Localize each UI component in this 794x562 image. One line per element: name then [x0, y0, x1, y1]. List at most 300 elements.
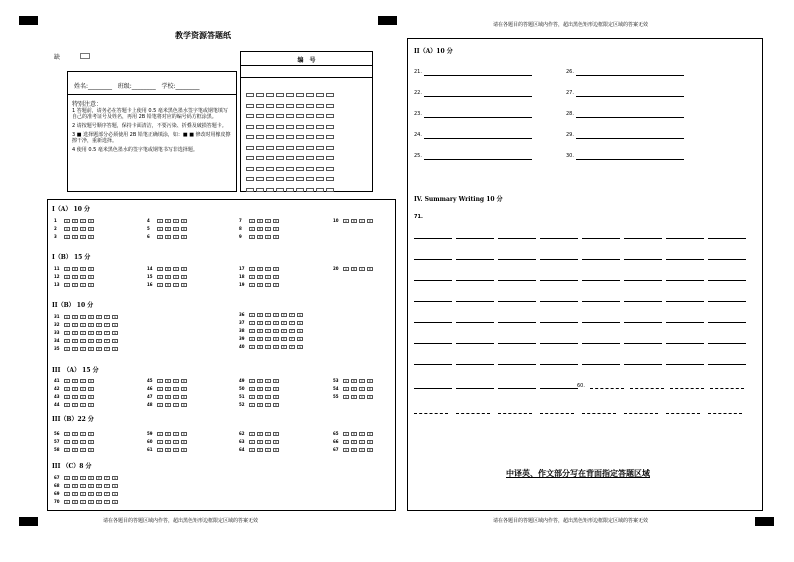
- answer-bubble-c[interactable]: C: [266, 387, 270, 391]
- writing-line[interactable]: [624, 322, 662, 323]
- answer-bubble-d[interactable]: D: [274, 440, 278, 444]
- answer-bubble-c[interactable]: C: [81, 227, 85, 231]
- answer-bubble-c[interactable]: C: [266, 403, 270, 407]
- writing-line[interactable]: [498, 259, 536, 260]
- answer-bubble-c[interactable]: C: [81, 403, 85, 407]
- answer-bubble-g[interactable]: G: [113, 339, 117, 343]
- answer-bubble-f[interactable]: F: [104, 500, 110, 504]
- answer-bubble-d[interactable]: D: [182, 387, 186, 391]
- writing-line[interactable]: [498, 238, 536, 239]
- answer-bubble-b[interactable]: B: [258, 235, 262, 239]
- answer-bubble-c[interactable]: C: [174, 387, 178, 391]
- answer-bubble-e[interactable]: E: [96, 492, 102, 496]
- answer-bubble-b[interactable]: B: [166, 403, 170, 407]
- answer-bubble-a[interactable]: A: [65, 395, 69, 399]
- answer-bubble-a[interactable]: A: [65, 339, 69, 343]
- answer-bubble-d[interactable]: D: [89, 315, 93, 319]
- answer-bubble-a[interactable]: A: [250, 275, 254, 279]
- writing-line[interactable]: [666, 364, 704, 365]
- answer-bubble-f[interactable]: F: [104, 339, 110, 343]
- answer-blank-line[interactable]: [424, 159, 532, 160]
- answer-bubble-c[interactable]: C: [81, 492, 85, 496]
- answer-bubble-b[interactable]: B: [166, 395, 170, 399]
- answer-bubble-f[interactable]: F: [289, 329, 295, 333]
- answer-bubble-b[interactable]: B: [73, 315, 77, 319]
- writing-line[interactable]: [666, 259, 704, 260]
- answer-bubble-d[interactable]: D: [89, 379, 93, 383]
- answer-bubble-e[interactable]: E: [96, 315, 102, 319]
- answer-bubble-d[interactable]: D: [368, 432, 372, 436]
- answer-bubble-c[interactable]: C: [174, 395, 178, 399]
- answer-bubble-a[interactable]: A: [344, 379, 348, 383]
- answer-bubble-d[interactable]: D: [89, 484, 93, 488]
- answer-bubble-b[interactable]: B: [258, 321, 262, 325]
- answer-bubble-d[interactable]: D: [182, 267, 186, 271]
- answer-bubble-b[interactable]: B: [352, 379, 356, 383]
- answer-bubble-b[interactable]: B: [73, 387, 77, 391]
- answer-bubble-d[interactable]: D: [89, 227, 93, 231]
- answer-bubble-b[interactable]: B: [73, 267, 77, 271]
- answer-bubble-d[interactable]: D: [182, 219, 186, 223]
- answer-bubble-f[interactable]: F: [104, 492, 110, 496]
- answer-bubble-c[interactable]: C: [81, 331, 85, 335]
- writing-line[interactable]: [414, 388, 452, 389]
- answer-bubble-d[interactable]: D: [182, 432, 186, 436]
- answer-bubble-b[interactable]: B: [166, 275, 170, 279]
- writing-line[interactable]: [708, 343, 746, 344]
- writing-line[interactable]: [624, 343, 662, 344]
- writing-line[interactable]: [414, 364, 452, 365]
- answer-bubble-a[interactable]: A: [65, 403, 69, 407]
- answer-bubble-a[interactable]: A: [65, 323, 69, 327]
- answer-bubble-e[interactable]: E: [96, 500, 102, 504]
- answer-bubble-d[interactable]: D: [89, 331, 93, 335]
- answer-bubble-a[interactable]: A: [65, 219, 69, 223]
- answer-bubble-e[interactable]: E: [96, 484, 102, 488]
- answer-bubble-d[interactable]: D: [274, 267, 278, 271]
- writing-line[interactable]: [708, 322, 746, 323]
- answer-bubble-a[interactable]: A: [65, 227, 69, 231]
- answer-bubble-d[interactable]: D: [274, 283, 278, 287]
- answer-bubble-b[interactable]: B: [258, 403, 262, 407]
- writing-line[interactable]: [624, 301, 662, 302]
- answer-bubble-d[interactable]: D: [182, 227, 186, 231]
- answer-bubble-e[interactable]: E: [281, 329, 287, 333]
- answer-bubble-c[interactable]: C: [360, 440, 364, 444]
- writing-line[interactable]: [666, 322, 704, 323]
- writing-line[interactable]: [456, 364, 494, 365]
- answer-bubble-d[interactable]: D: [89, 476, 93, 480]
- answer-bubble-c[interactable]: C: [81, 395, 85, 399]
- answer-bubble-c[interactable]: C: [266, 345, 270, 349]
- writing-line[interactable]: [540, 259, 578, 260]
- answer-bubble-d[interactable]: D: [89, 267, 93, 271]
- answer-blank-line[interactable]: [576, 117, 684, 118]
- answer-bubble-g[interactable]: G: [113, 323, 117, 327]
- writing-line[interactable]: [498, 322, 536, 323]
- answer-bubble-b[interactable]: B: [352, 448, 356, 452]
- answer-bubble-a[interactable]: A: [158, 235, 162, 239]
- answer-bubble-d[interactable]: D: [274, 227, 278, 231]
- answer-bubble-a[interactable]: A: [250, 329, 254, 333]
- id-digit-cell[interactable]: [316, 188, 324, 192]
- answer-bubble-c[interactable]: C: [81, 219, 85, 223]
- answer-bubble-e[interactable]: E: [281, 313, 287, 317]
- answer-bubble-d[interactable]: D: [89, 283, 93, 287]
- answer-bubble-b[interactable]: B: [73, 403, 77, 407]
- answer-bubble-b[interactable]: B: [258, 337, 262, 341]
- answer-bubble-b[interactable]: B: [166, 267, 170, 271]
- answer-bubble-a[interactable]: A: [65, 492, 69, 496]
- answer-bubble-b[interactable]: B: [73, 492, 77, 496]
- answer-bubble-a[interactable]: A: [65, 500, 69, 504]
- id-digit-cell[interactable]: [256, 188, 264, 192]
- answer-bubble-b[interactable]: B: [166, 387, 170, 391]
- answer-bubble-a[interactable]: A: [158, 395, 162, 399]
- answer-blank-line[interactable]: [424, 96, 532, 97]
- answer-bubble-b[interactable]: B: [73, 275, 77, 279]
- answer-bubble-d[interactable]: D: [89, 339, 93, 343]
- answer-bubble-a[interactable]: A: [344, 395, 348, 399]
- answer-bubble-g[interactable]: G: [298, 313, 302, 317]
- writing-line[interactable]: [582, 322, 620, 323]
- writing-line[interactable]: [666, 280, 704, 281]
- writing-line[interactable]: [498, 343, 536, 344]
- answer-bubble-c[interactable]: C: [266, 321, 270, 325]
- answer-bubble-b[interactable]: B: [73, 432, 77, 436]
- writing-line[interactable]: [540, 322, 578, 323]
- answer-bubble-c[interactable]: C: [266, 313, 270, 317]
- answer-bubble-g[interactable]: G: [298, 329, 302, 333]
- answer-bubble-c[interactable]: C: [360, 395, 364, 399]
- answer-bubble-d[interactable]: D: [274, 275, 278, 279]
- answer-bubble-a[interactable]: A: [158, 219, 162, 223]
- answer-bubble-a[interactable]: A: [65, 347, 69, 351]
- answer-bubble-b[interactable]: B: [73, 440, 77, 444]
- answer-bubble-e[interactable]: E: [96, 347, 102, 351]
- answer-bubble-b[interactable]: B: [73, 448, 77, 452]
- answer-bubble-b[interactable]: B: [352, 440, 356, 444]
- answer-bubble-a[interactable]: A: [65, 387, 69, 391]
- id-digit-cell[interactable]: [286, 188, 294, 192]
- writing-line[interactable]: [708, 364, 746, 365]
- answer-bubble-d[interactable]: D: [89, 403, 93, 407]
- answer-bubble-g[interactable]: G: [113, 492, 117, 496]
- answer-bubble-c[interactable]: C: [360, 219, 364, 223]
- writing-line[interactable]: [498, 388, 536, 389]
- answer-bubble-d[interactable]: D: [368, 387, 372, 391]
- answer-bubble-f[interactable]: F: [289, 321, 295, 325]
- answer-bubble-c[interactable]: C: [174, 403, 178, 407]
- answer-bubble-c[interactable]: C: [266, 432, 270, 436]
- answer-bubble-f[interactable]: F: [104, 323, 110, 327]
- answer-bubble-d[interactable]: D: [274, 432, 278, 436]
- answer-bubble-a[interactable]: A: [65, 379, 69, 383]
- answer-bubble-c[interactable]: C: [81, 440, 85, 444]
- answer-bubble-d[interactable]: D: [274, 448, 278, 452]
- id-digit-cell[interactable]: [306, 188, 314, 192]
- writing-line[interactable]: [582, 364, 620, 365]
- answer-bubble-c[interactable]: C: [266, 275, 270, 279]
- writing-line[interactable]: [624, 238, 662, 239]
- answer-bubble-c[interactable]: C: [266, 337, 270, 341]
- answer-blank-line[interactable]: [576, 96, 684, 97]
- answer-bubble-c[interactable]: C: [81, 432, 85, 436]
- answer-bubble-g[interactable]: G: [113, 484, 117, 488]
- answer-bubble-b[interactable]: B: [166, 432, 170, 436]
- writing-line[interactable]: [708, 238, 746, 239]
- answer-bubble-f[interactable]: F: [289, 313, 295, 317]
- answer-bubble-c[interactable]: C: [81, 283, 85, 287]
- answer-bubble-e[interactable]: E: [281, 337, 287, 341]
- writing-line[interactable]: [498, 301, 536, 302]
- answer-bubble-a[interactable]: A: [344, 387, 348, 391]
- answer-bubble-f[interactable]: F: [289, 337, 295, 341]
- writing-line[interactable]: [414, 259, 452, 260]
- answer-bubble-e[interactable]: E: [281, 321, 287, 325]
- answer-bubble-b[interactable]: B: [73, 476, 77, 480]
- answer-bubble-g[interactable]: G: [113, 500, 117, 504]
- answer-bubble-d[interactable]: D: [182, 275, 186, 279]
- answer-bubble-c[interactable]: C: [360, 448, 364, 452]
- writing-line[interactable]: [582, 259, 620, 260]
- answer-bubble-c[interactable]: C: [81, 267, 85, 271]
- answer-bubble-b[interactable]: B: [352, 267, 356, 271]
- answer-bubble-b[interactable]: B: [352, 432, 356, 436]
- answer-bubble-a[interactable]: A: [158, 275, 162, 279]
- answer-bubble-a[interactable]: A: [250, 235, 254, 239]
- answer-bubble-b[interactable]: B: [352, 395, 356, 399]
- answer-bubble-d[interactable]: D: [89, 387, 93, 391]
- answer-bubble-d[interactable]: D: [182, 403, 186, 407]
- answer-bubble-c[interactable]: C: [81, 235, 85, 239]
- answer-bubble-c[interactable]: C: [174, 235, 178, 239]
- answer-bubble-c[interactable]: C: [81, 339, 85, 343]
- writing-line-dashed[interactable]: [666, 413, 700, 414]
- answer-bubble-d[interactable]: D: [274, 235, 278, 239]
- answer-bubble-g[interactable]: G: [298, 337, 302, 341]
- writing-line-dashed[interactable]: [708, 413, 742, 414]
- writing-line[interactable]: [540, 238, 578, 239]
- answer-blank-line[interactable]: [576, 138, 684, 139]
- answer-bubble-d[interactable]: D: [368, 219, 372, 223]
- answer-bubble-a[interactable]: A: [250, 345, 254, 349]
- answer-bubble-a[interactable]: A: [158, 403, 162, 407]
- answer-bubble-b[interactable]: B: [166, 379, 170, 383]
- answer-bubble-a[interactable]: A: [250, 448, 254, 452]
- id-digit-cell[interactable]: [296, 188, 304, 192]
- answer-bubble-c[interactable]: C: [174, 440, 178, 444]
- answer-bubble-d[interactable]: D: [89, 500, 93, 504]
- answer-bubble-g[interactable]: G: [113, 331, 117, 335]
- answer-blank-line[interactable]: [424, 117, 532, 118]
- answer-bubble-c[interactable]: C: [266, 235, 270, 239]
- answer-bubble-a[interactable]: A: [65, 476, 69, 480]
- answer-bubble-b[interactable]: B: [258, 440, 262, 444]
- writing-line[interactable]: [582, 238, 620, 239]
- writing-line-dashed[interactable]: [670, 388, 704, 389]
- answer-bubble-d[interactable]: D: [89, 432, 93, 436]
- answer-bubble-c[interactable]: C: [174, 448, 178, 452]
- answer-bubble-c[interactable]: C: [266, 283, 270, 287]
- answer-bubble-a[interactable]: A: [250, 227, 254, 231]
- answer-bubble-d[interactable]: D: [89, 323, 93, 327]
- answer-bubble-a[interactable]: A: [158, 227, 162, 231]
- answer-bubble-b[interactable]: B: [258, 345, 262, 349]
- answer-bubble-c[interactable]: C: [81, 323, 85, 327]
- writing-line[interactable]: [456, 301, 494, 302]
- answer-bubble-b[interactable]: B: [258, 379, 262, 383]
- answer-bubble-c[interactable]: C: [81, 275, 85, 279]
- answer-bubble-g[interactable]: G: [113, 347, 117, 351]
- answer-bubble-b[interactable]: B: [352, 387, 356, 391]
- answer-bubble-c[interactable]: C: [174, 219, 178, 223]
- answer-bubble-b[interactable]: B: [166, 448, 170, 452]
- answer-blank-line[interactable]: [424, 75, 532, 76]
- answer-bubble-a[interactable]: A: [158, 432, 162, 436]
- answer-bubble-c[interactable]: C: [266, 219, 270, 223]
- answer-bubble-c[interactable]: C: [81, 500, 85, 504]
- absent-checkbox[interactable]: [80, 53, 90, 59]
- answer-bubble-c[interactable]: C: [81, 347, 85, 351]
- answer-bubble-a[interactable]: A: [344, 432, 348, 436]
- answer-bubble-a[interactable]: A: [344, 440, 348, 444]
- answer-bubble-a[interactable]: A: [158, 283, 162, 287]
- answer-bubble-a[interactable]: A: [250, 283, 254, 287]
- answer-bubble-c[interactable]: C: [81, 448, 85, 452]
- writing-line[interactable]: [582, 301, 620, 302]
- answer-bubble-a[interactable]: A: [65, 283, 69, 287]
- writing-line[interactable]: [708, 259, 746, 260]
- answer-bubble-d[interactable]: D: [274, 345, 278, 349]
- answer-bubble-c[interactable]: C: [266, 329, 270, 333]
- answer-bubble-d[interactable]: D: [89, 492, 93, 496]
- answer-bubble-a[interactable]: A: [65, 448, 69, 452]
- answer-bubble-a[interactable]: A: [65, 484, 69, 488]
- answer-blank-line[interactable]: [424, 138, 532, 139]
- answer-bubble-e[interactable]: E: [281, 345, 287, 349]
- answer-bubble-b[interactable]: B: [258, 448, 262, 452]
- writing-line-dashed[interactable]: [710, 388, 744, 389]
- answer-bubble-d[interactable]: D: [368, 395, 372, 399]
- answer-bubble-a[interactable]: A: [65, 267, 69, 271]
- answer-bubble-a[interactable]: A: [158, 448, 162, 452]
- answer-bubble-a[interactable]: A: [158, 379, 162, 383]
- writing-line[interactable]: [456, 280, 494, 281]
- writing-line[interactable]: [624, 280, 662, 281]
- answer-bubble-a[interactable]: A: [65, 275, 69, 279]
- id-digit-cell[interactable]: [326, 188, 334, 192]
- answer-bubble-b[interactable]: B: [258, 283, 262, 287]
- answer-bubble-c[interactable]: C: [81, 315, 85, 319]
- answer-bubble-c[interactable]: C: [360, 379, 364, 383]
- answer-bubble-a[interactable]: A: [250, 313, 254, 317]
- answer-bubble-b[interactable]: B: [73, 484, 77, 488]
- answer-bubble-d[interactable]: D: [274, 403, 278, 407]
- writing-line[interactable]: [498, 280, 536, 281]
- answer-bubble-f[interactable]: F: [289, 345, 295, 349]
- answer-bubble-c[interactable]: C: [81, 379, 85, 383]
- writing-line[interactable]: [414, 238, 452, 239]
- writing-line[interactable]: [540, 364, 578, 365]
- answer-bubble-a[interactable]: A: [250, 440, 254, 444]
- answer-bubble-c[interactable]: C: [81, 476, 85, 480]
- answer-bubble-d[interactable]: D: [89, 275, 93, 279]
- answer-bubble-b[interactable]: B: [258, 227, 262, 231]
- answer-bubble-d[interactable]: D: [368, 379, 372, 383]
- answer-bubble-d[interactable]: D: [89, 395, 93, 399]
- writing-line-dashed[interactable]: [624, 413, 658, 414]
- answer-bubble-e[interactable]: E: [96, 331, 102, 335]
- writing-line[interactable]: [414, 322, 452, 323]
- writing-line[interactable]: [456, 343, 494, 344]
- answer-bubble-b[interactable]: B: [166, 283, 170, 287]
- answer-bubble-b[interactable]: B: [258, 219, 262, 223]
- answer-bubble-a[interactable]: A: [250, 403, 254, 407]
- answer-bubble-a[interactable]: A: [158, 440, 162, 444]
- answer-bubble-a[interactable]: A: [250, 219, 254, 223]
- answer-bubble-d[interactable]: D: [274, 321, 278, 325]
- answer-bubble-b[interactable]: B: [73, 283, 77, 287]
- answer-bubble-d[interactable]: D: [274, 329, 278, 333]
- answer-bubble-a[interactable]: A: [250, 337, 254, 341]
- answer-bubble-b[interactable]: B: [73, 323, 77, 327]
- answer-bubble-a[interactable]: A: [158, 387, 162, 391]
- answer-bubble-a[interactable]: A: [250, 321, 254, 325]
- id-digit-cell[interactable]: [266, 188, 274, 192]
- answer-bubble-d[interactable]: D: [89, 448, 93, 452]
- answer-bubble-b[interactable]: B: [73, 331, 77, 335]
- answer-bubble-a[interactable]: A: [65, 432, 69, 436]
- answer-bubble-g[interactable]: G: [113, 476, 117, 480]
- answer-bubble-a[interactable]: A: [65, 440, 69, 444]
- school-field[interactable]: 学校:________: [161, 83, 200, 90]
- answer-bubble-c[interactable]: C: [266, 440, 270, 444]
- answer-bubble-c[interactable]: C: [174, 275, 178, 279]
- answer-bubble-d[interactable]: D: [368, 448, 372, 452]
- answer-bubble-c[interactable]: C: [266, 267, 270, 271]
- answer-bubble-c[interactable]: C: [360, 267, 364, 271]
- answer-bubble-d[interactable]: D: [182, 379, 186, 383]
- answer-bubble-a[interactable]: A: [344, 267, 348, 271]
- answer-bubble-d[interactable]: D: [274, 395, 278, 399]
- answer-bubble-d[interactable]: D: [182, 440, 186, 444]
- answer-bubble-d[interactable]: D: [274, 313, 278, 317]
- answer-bubble-f[interactable]: F: [104, 484, 110, 488]
- answer-bubble-b[interactable]: B: [73, 235, 77, 239]
- writing-line[interactable]: [582, 280, 620, 281]
- answer-bubble-c[interactable]: C: [81, 484, 85, 488]
- answer-blank-line[interactable]: [576, 159, 684, 160]
- writing-line[interactable]: [624, 364, 662, 365]
- writing-line[interactable]: [414, 280, 452, 281]
- answer-bubble-f[interactable]: F: [104, 315, 110, 319]
- answer-bubble-d[interactable]: D: [274, 337, 278, 341]
- writing-line-dashed[interactable]: [630, 388, 664, 389]
- answer-bubble-d[interactable]: D: [182, 283, 186, 287]
- writing-line[interactable]: [456, 259, 494, 260]
- answer-bubble-a[interactable]: A: [344, 448, 348, 452]
- class-field[interactable]: 班级:________: [117, 83, 156, 90]
- answer-bubble-c[interactable]: C: [174, 379, 178, 383]
- answer-bubble-b[interactable]: B: [73, 227, 77, 231]
- answer-bubble-c[interactable]: C: [266, 227, 270, 231]
- answer-bubble-a[interactable]: A: [65, 315, 69, 319]
- answer-bubble-b[interactable]: B: [166, 219, 170, 223]
- answer-bubble-b[interactable]: B: [258, 275, 262, 279]
- answer-bubble-c[interactable]: C: [81, 387, 85, 391]
- answer-bubble-c[interactable]: C: [360, 432, 364, 436]
